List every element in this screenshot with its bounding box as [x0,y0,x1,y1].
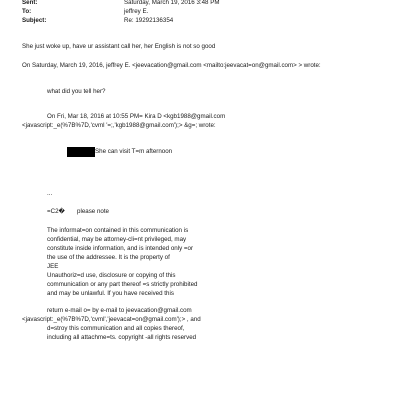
disclaimer-line: communication or any part thereof =s strictly prohibited [47,281,198,288]
subject-label: Subject: [22,17,47,24]
sent-value: Saturday, March 19, 2016 3:48 PM [124,0,220,6]
quote2-attribution-line2: <javascript:_e(%7B%7D,'cvml '=;,'kgb1988@gmail.com');> &g=; wrote: [22,122,216,129]
disclaimer-line: The informat=on contained in this communication is [47,227,189,234]
quote1-attribution: On Saturday, March 19, 2016, jeffrey E. <jeevacation@gmail.com <mailto:jeevacat=on@gmail.com> > wrote: [22,62,321,69]
to-value: jeffrey E. [124,8,149,15]
to-label: To: [22,8,32,15]
reply-line: She just woke up, have ur assistant call her, her English is not so good [22,43,216,50]
disclaimer-line: d=stroy this communication and all copies thereof, [47,325,185,332]
redaction-block [67,147,95,157]
c2-marker: =C2� [47,208,65,215]
disclaimer-line: and may be unlawful. If you have received this [47,290,174,297]
disclaimer-line: <javascript:_e(%7B%7D,'cvml','jeevacat=on@gmail.com');> , and [22,316,201,323]
disclaimer-line: confidential, may be attorney-cli=nt privileged, may [47,236,187,243]
disclaimer-line: including all attachme=ts. copyright -all rights reserved [47,334,197,341]
disclaimer-line: constitute inside information, and is intended only =or [47,245,194,252]
quote1-text: what did you tell her? [47,88,106,95]
quote2-attribution-line1: On Fri, Mar 18, 2016 at 10:55 PM= Kira D <kgb1988@gmail.com [47,113,226,120]
disclaimer-line: JEE [47,263,59,270]
ellipsis: ... [47,190,53,197]
disclaimer-line: the use of the addressee. It is the property of [47,254,170,261]
subject-value: Re: 19292136354 [124,17,174,24]
sent-label: Sent: [22,0,38,6]
disclaimer-line: return e-mail o= by e-mail to jeevacation@gmail.com [47,307,192,314]
please-note: please note [77,208,109,215]
disclaimer-line: Unauthoriz=d use, disclosure or copying of this [47,272,176,279]
quote2-text: She can visit T=m afternoon [95,148,173,155]
